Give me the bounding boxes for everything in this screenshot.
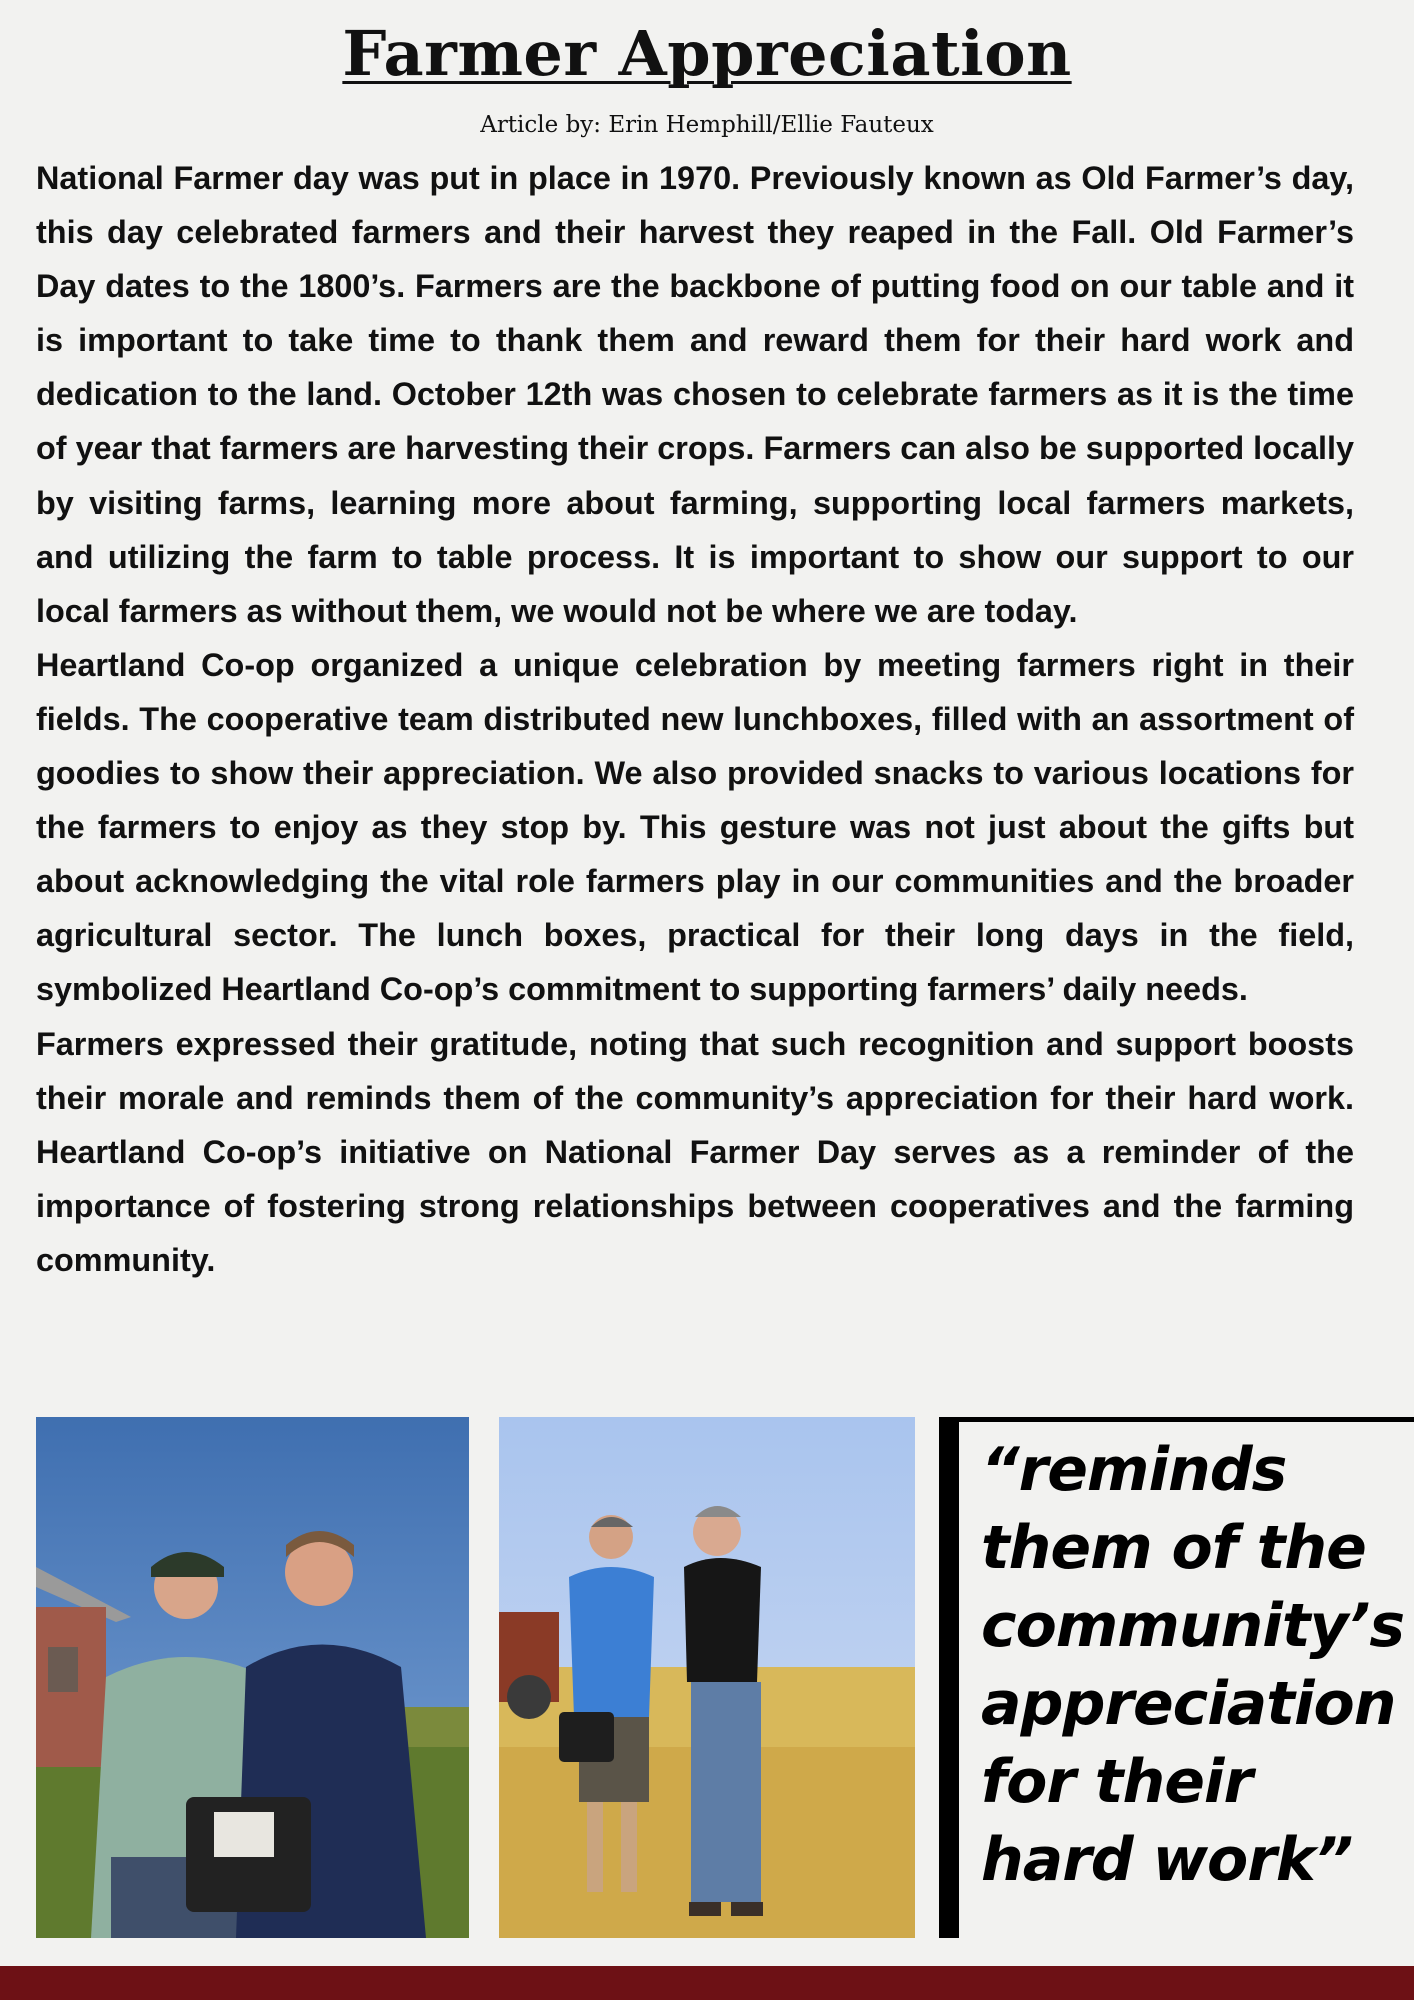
- footer-band: [0, 1966, 1414, 2000]
- article-byline: Article by: Erin Hemphill/Ellie Fauteux: [480, 112, 934, 138]
- photo-farmers-in-field: [499, 1417, 915, 1938]
- article-title: Farmer Appreciation: [342, 17, 1072, 90]
- quote-bar: [939, 1417, 959, 1938]
- article-body: [36, 151, 1354, 1287]
- pull-quote-box: [939, 1417, 1414, 1938]
- quote-top-border: [959, 1417, 1414, 1422]
- pull-quote: “reminds them of the community’s appreciation for their hard work”: [981, 1435, 1405, 1895]
- paragraph-1: National Farmer day was put in place in 1970. Previously known as Old Farmer’s day, this day celebrated farmers and their harvest they reaped in the Fall. Old Farmer’s Day dates to the 1800’s. Farmers are the backbone of putting food on our table and it is important to take time to thank them and reward them for their hard work and dedication to the land. October 12th was chosen to celebrate farmers as it is the time of year that farmers are harvesting their crops. Farmers can also be supported locally by visiting farms, learning more about farming, supporting local farmers markets, and utilizing the farm to table process. It is important to show our support to our local farmers as without them, we would not be where we are today.: [36, 160, 1354, 629]
- paragraph-3: Farmers expressed their gratitude, noting that such recognition and support boosts their morale and reminds them of the community’s appreciation for their hard work. Heartland Co-op’s initiative on National Farmer Day serves as a reminder of the importance of fostering strong relationships between cooperatives and the farming community.: [36, 1025, 1354, 1278]
- paragraph-2: Heartland Co-op organized a unique celebration by meeting farmers right in their fields. The cooperative team distributed new lunchboxes, filled with an assortment of goodies to show their appreciation. We also provided snacks to various locations for the farmers to enjoy as they stop by. This gesture was not just about the gifts but about acknowledging the vital role farmers play in our communities and the broader agricultural sector. The lunch boxes, practical for their long days in the field, symbolized Heartland Co-op’s commitment to supporting farmers’ daily needs.: [36, 646, 1354, 1008]
- photo-farmers-with-lunchbox: [36, 1417, 469, 1938]
